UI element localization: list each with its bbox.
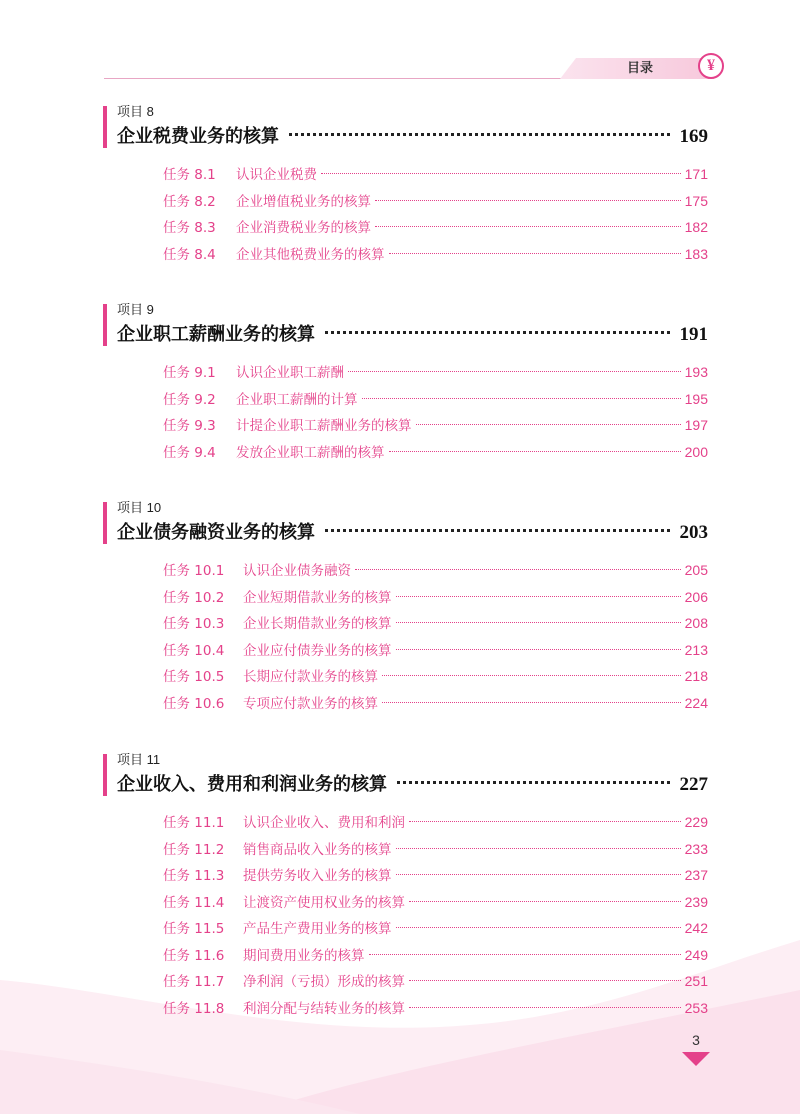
task-page: 171 (684, 166, 708, 182)
leader-dots (409, 1007, 681, 1008)
task-title: 发放企业职工薪酬的核算 (236, 444, 385, 461)
task-entry[interactable] (163, 690, 708, 717)
task-entry[interactable] (163, 386, 708, 413)
task-page: 183 (684, 245, 708, 262)
task-entry[interactable] (163, 188, 708, 215)
task-number: 任务 9.2 (163, 391, 216, 408)
task-title: 企业长期借款业务的核算 (243, 616, 392, 632)
leader-dots (348, 371, 681, 372)
task-title: 提供劳务收入业务的核算 (243, 868, 392, 884)
task-page: 224 (684, 694, 708, 711)
task-list (163, 557, 708, 716)
leader-dots (396, 649, 681, 650)
leader-dots (396, 927, 681, 928)
task-entry[interactable] (163, 557, 708, 584)
task-entry[interactable] (163, 161, 708, 188)
page-title: 目录 (626, 61, 653, 76)
task-title: 企业其他税费业务的核算 (236, 246, 385, 263)
leader-dots (375, 226, 681, 227)
task-number: 任务 11.5 (163, 921, 225, 937)
task-title: 认识企业收入、费用和利润 (243, 815, 405, 831)
task-number: 任务 10.5 (163, 669, 225, 685)
task-title: 认识企业职工薪酬 (236, 365, 344, 381)
section-marker-bar (103, 754, 107, 796)
task-page: 205 (684, 562, 708, 578)
task-page: 249 (684, 946, 708, 963)
leader-dots (362, 398, 681, 399)
section-title-row[interactable] (117, 122, 708, 150)
task-entry[interactable] (163, 995, 708, 1022)
task-title: 企业短期借款业务的核算 (243, 589, 392, 606)
task-list (163, 359, 708, 465)
task-number: 任务 11.8 (163, 1000, 225, 1017)
leader-dots (396, 622, 681, 623)
task-page: 206 (684, 588, 708, 605)
task-number: 任务 8.4 (163, 246, 216, 263)
leader-dots (396, 874, 681, 875)
task-title: 认识企业税费 (236, 167, 317, 183)
leader-dots (397, 781, 670, 784)
section-marker-bar (103, 304, 107, 346)
task-page: 218 (684, 668, 708, 684)
task-entry[interactable] (163, 412, 708, 439)
task-number: 任务 11.4 (163, 894, 225, 911)
task-page: 195 (684, 390, 708, 407)
task-title: 产品生产费用业务的核算 (243, 921, 392, 937)
task-number: 任务 11.7 (163, 974, 225, 990)
task-entry[interactable] (163, 889, 708, 916)
task-entry[interactable] (163, 241, 708, 268)
task-number: 任务 11.6 (163, 947, 225, 964)
task-entry[interactable] (163, 610, 708, 637)
task-number: 任务 8.3 (163, 220, 216, 236)
section-title-row[interactable] (117, 518, 708, 546)
task-number: 任务 11.3 (163, 868, 225, 884)
task-number: 任务 10.1 (163, 563, 225, 579)
task-title: 利润分配与结转业务的核算 (243, 1000, 405, 1017)
task-title: 计提企业职工薪酬业务的核算 (236, 418, 412, 434)
task-entry[interactable] (163, 862, 708, 889)
section-label: 项目 8 (117, 104, 154, 119)
leader-dots (389, 253, 681, 254)
section-label: 项目 9 (117, 302, 154, 317)
section-label: 项目 11 (117, 752, 161, 767)
task-page: 193 (684, 364, 708, 380)
leader-dots (289, 133, 670, 136)
task-number: 任务 10.2 (163, 589, 225, 606)
task-entry[interactable] (163, 214, 708, 241)
task-title: 净利润（亏损）形成的核算 (243, 974, 405, 990)
task-entry[interactable] (163, 439, 708, 466)
section-title: 企业债务融资业务的核算 (117, 522, 315, 543)
section-label: 项目 10 (117, 500, 162, 515)
task-title: 长期应付款业务的核算 (243, 669, 378, 685)
task-page: 233 (684, 840, 708, 857)
task-list (163, 809, 708, 1021)
section-title: 企业税费业务的核算 (117, 126, 279, 147)
leader-dots (409, 821, 681, 822)
leader-dots (409, 901, 681, 902)
leader-dots (325, 529, 670, 532)
leader-dots (396, 596, 681, 597)
leader-dots (409, 980, 681, 981)
task-page: 197 (684, 417, 708, 433)
section-title: 企业收入、费用和利润业务的核算 (117, 774, 387, 795)
leader-dots (325, 331, 670, 334)
task-page: 182 (684, 219, 708, 235)
section-page: 169 (679, 126, 708, 147)
task-number: 任务 10.4 (163, 642, 225, 659)
section-page: 203 (679, 522, 708, 543)
task-entry[interactable] (163, 584, 708, 611)
leader-dots (355, 569, 681, 570)
task-title: 企业消费税业务的核算 (236, 220, 371, 236)
task-page: 213 (684, 641, 708, 658)
leader-dots (369, 954, 681, 955)
task-number: 任务 8.2 (163, 193, 216, 210)
task-page: 175 (684, 192, 708, 209)
task-entry[interactable] (163, 968, 708, 995)
leader-dots (321, 173, 681, 174)
section-page: 227 (679, 774, 708, 795)
section-title-row[interactable] (117, 320, 708, 348)
task-page: 208 (684, 615, 708, 631)
leader-dots (382, 702, 681, 703)
task-title: 企业增值税业务的核算 (236, 193, 371, 210)
task-list (163, 161, 708, 267)
task-title: 期间费用业务的核算 (243, 947, 365, 964)
leader-dots (375, 200, 681, 201)
section-marker-bar (103, 106, 107, 148)
task-title: 专项应付款业务的核算 (243, 695, 378, 712)
task-title: 让渡资产使用权业务的核算 (243, 894, 405, 911)
task-number: 任务 11.1 (163, 815, 225, 831)
task-number: 任务 9.4 (163, 444, 216, 461)
task-number: 任务 8.1 (163, 167, 216, 183)
section-title-row[interactable] (117, 770, 708, 798)
leader-dots (416, 424, 681, 425)
task-page: 251 (684, 973, 708, 989)
yen-icon: ¥ (698, 53, 724, 79)
task-number: 任务 10.6 (163, 695, 225, 712)
leader-dots (389, 451, 681, 452)
section-marker-bar (103, 502, 107, 544)
task-title: 认识企业债务融资 (243, 563, 351, 579)
task-entry[interactable] (163, 809, 708, 836)
section-page: 191 (679, 324, 708, 345)
task-page: 200 (684, 443, 708, 460)
task-title: 企业应付债券业务的核算 (243, 642, 392, 659)
task-entry[interactable] (163, 915, 708, 942)
task-title: 销售商品收入业务的核算 (243, 841, 392, 858)
task-entry[interactable] (163, 637, 708, 664)
task-number: 任务 9.3 (163, 418, 216, 434)
task-entry[interactable] (163, 942, 708, 969)
task-entry[interactable] (163, 663, 708, 690)
page-number: 3 (692, 1032, 700, 1048)
leader-dots (382, 675, 681, 676)
task-page: 229 (684, 814, 708, 830)
task-number: 任务 9.1 (163, 365, 216, 381)
task-number: 任务 10.3 (163, 616, 225, 632)
task-page: 253 (684, 999, 708, 1016)
task-page: 239 (684, 893, 708, 910)
section-title: 企业职工薪酬业务的核算 (117, 324, 315, 345)
leader-dots (396, 848, 681, 849)
task-page: 237 (684, 867, 708, 883)
task-number: 任务 11.2 (163, 841, 225, 858)
task-title: 企业职工薪酬的计算 (236, 391, 358, 408)
page-marker-triangle-icon (682, 1052, 710, 1066)
task-page: 242 (684, 920, 708, 936)
task-entry[interactable] (163, 836, 708, 863)
task-entry[interactable] (163, 359, 708, 386)
